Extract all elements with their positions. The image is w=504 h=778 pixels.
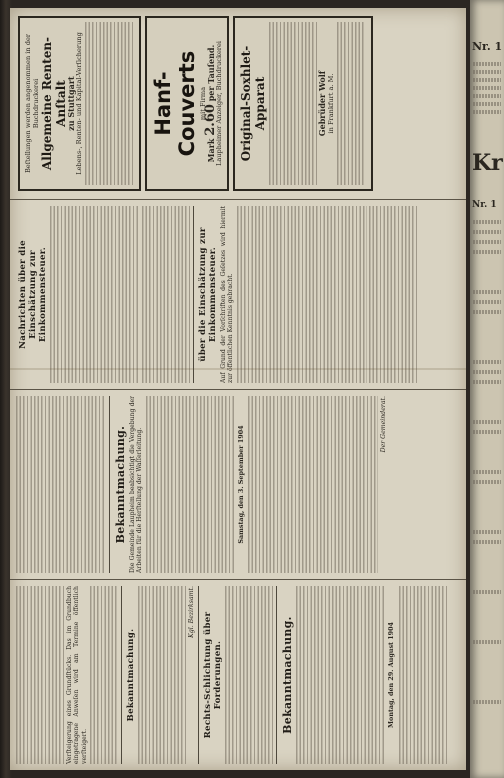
text-block <box>16 586 64 764</box>
text-block <box>237 206 367 383</box>
notice-text: Verſteigerung eines Grundſtücks. Das im Grundbuch eingetragene Anweſen wird am Termine öffentlich verſteigert. <box>66 586 88 764</box>
heading-bekanntmachung-3: Bekanntmachung. <box>114 425 127 544</box>
heading-einschaetzung: Nachrichten über die Einschätzung zur Einkommensteuer. <box>18 240 48 349</box>
signature: Kgl. Bezirksamt. <box>188 586 196 638</box>
column-3 <box>10 200 466 390</box>
heading-rechts: Rechts-Schlichtung über Forderungen. <box>203 611 224 739</box>
ad-footer: Laupheimer Anzeiger, Buchdruckerei <box>215 40 224 167</box>
ad-renten-anstalt <box>18 16 141 191</box>
fold-mark <box>10 368 466 370</box>
edge-title-2: Kr <box>472 150 503 176</box>
ad-subtitle: mit Firma <box>199 86 208 121</box>
heading-bekanntmachung: Bekanntmachung. <box>126 628 137 722</box>
text-block <box>337 22 365 185</box>
heading-bekanntmachung-2: Bekanntmachung. <box>281 616 295 734</box>
rotated-content <box>10 8 466 770</box>
text-block <box>269 22 317 185</box>
column-2 <box>10 390 466 580</box>
text-block <box>142 206 190 383</box>
text-block <box>138 586 186 764</box>
ad-text: Lebens-, Renten- und Kapital-Verſicherung <box>75 32 84 175</box>
adjacent-page-edge <box>470 0 504 778</box>
ad-title: Original-Soxhlet-Apparat <box>239 45 268 162</box>
text-block <box>225 586 273 764</box>
edge-title-3: Nr. 1 <box>472 200 497 210</box>
ad-huge-title: Hanf-Couverts <box>151 50 200 157</box>
signature: Der Gemeinderat. <box>380 396 388 453</box>
edge-title-1: Nr. 1 <box>472 40 503 53</box>
text-block <box>296 586 386 764</box>
notice-text: Die Gemeinde Laupheim beabsichtigt die Vergebung der Arbeiten für die Herſtellung der Waſſerleitung. <box>129 396 144 573</box>
heading-einschaetzung-2: über die Einschätzung zur Einkommensteuer. <box>198 227 218 362</box>
ad-city: in Frankfurt a. M. <box>326 73 335 134</box>
column-1 <box>10 580 466 770</box>
date-line: Montag, den 29. August 1904 <box>387 621 396 729</box>
ad-subtitle: zu Stuttgart <box>66 76 76 131</box>
date-line: Samstag, den 3. September 1904 <box>236 425 245 544</box>
column-4-ads <box>10 8 466 200</box>
text-block <box>85 22 133 185</box>
text-block <box>50 206 140 383</box>
text-block <box>16 396 106 573</box>
newspaper-page <box>10 8 466 770</box>
ad-hanf-couverts <box>145 16 229 191</box>
text-block <box>146 396 236 573</box>
ad-price-post: per Tauſend. <box>206 44 217 102</box>
ad-small-text: Beſtellungen werden angenommen in der Buchdruckerei <box>24 33 40 174</box>
text-block <box>90 586 118 764</box>
ad-price-pre: Mark <box>206 138 217 163</box>
text-block <box>399 586 447 764</box>
ad-soxhlet <box>233 16 372 191</box>
text-block <box>369 206 417 383</box>
ad-title: Allgemeine Renten-Anſtalt <box>40 36 68 171</box>
notice-text: Auf Grund der Vorſchriften des Geſetzes wird hiermit zur öffentlichen Kenntnis gebracht. <box>220 206 235 383</box>
ad-sign: Gebrüder Wolf <box>317 70 328 137</box>
ad-price-value: 2.60 <box>203 104 219 136</box>
text-block <box>248 396 378 573</box>
